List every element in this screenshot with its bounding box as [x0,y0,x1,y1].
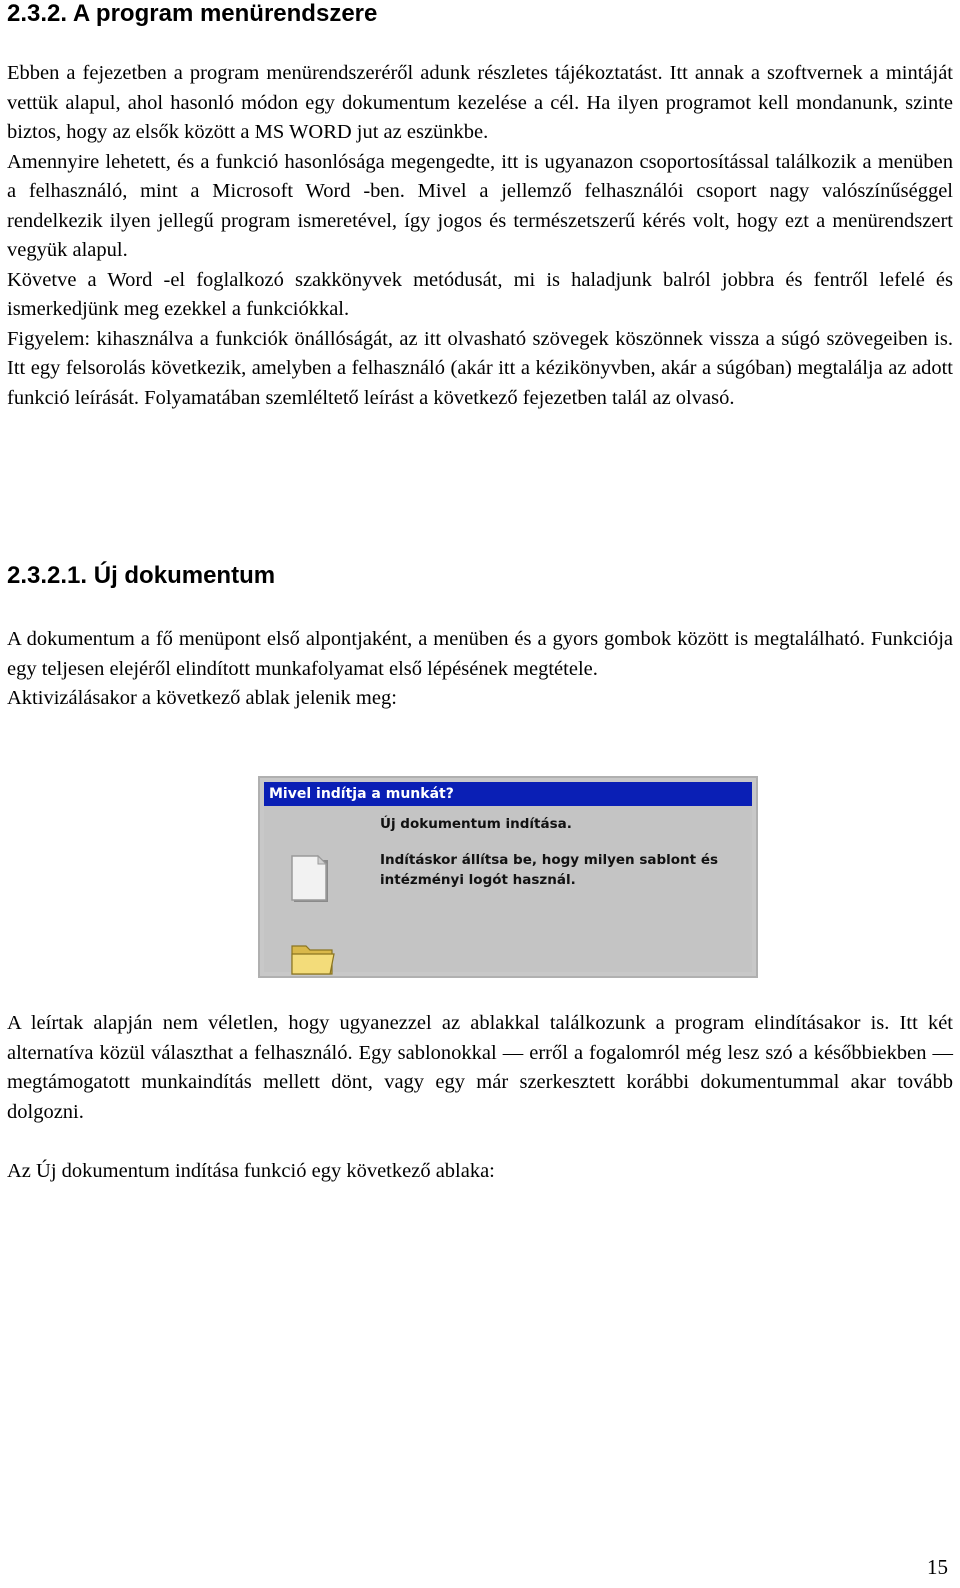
paragraph: Amennyire lehetett, és a funkció hasonlósága megengedte, itt is ugyanazon csoportosítással találkozik a menüben a felhasználó, mint a Microsoft Word -ben. Mivel a jellemző felhasználói csoport nagy valószínűséggel rendelkezik ilyen jellegű program ismeretével, így jogos és természetszerű kérés volt, hogy ezt a menürendszert vegyük alapul. [7,150,953,261]
option-description-line: Indításkor állítsa be, hogy milyen sablont és [380,852,719,868]
blank-document-icon [290,854,334,906]
paragraph: Ebben a fejezetben a program menürendszeréről adunk részletes tájékoztatást. Itt annak a szoftvernek a mintáját vettük alapul, ahol hasonló módon egy dokumentum kezelése a cél. Ha ilyen programot kell mondanunk, szinte biztos, hogy az elsők között a MS WORD jut az eszünkbe. [7,62,953,143]
paragraph: A dokumentum a fő menüpont első alpontjaként, a menüben és a gyors gombok között is megtalálható. Funkciója egy teljesen elejéről elindított munkafolyamat első lépésének megtétele. [7,628,953,680]
subsection-heading: 2.3.2.1. Új dokumentum [7,562,276,589]
section-heading: 2.3.2. A program menürendszere [7,0,378,27]
paragraph: Figyelem: kihasználva a funkciók önállóságát, az itt olvasható szövegek köszönnek vissza a súgó szövegeiben is. Itt egy felsorolás következik, amelyben a felhasználó (akár itt a kézikönyvben, akár a súgóban) megtalálja az adott funkció leírását. Folyamatában szemléltető leírást a következő fejezetben talál az olvasó. [7,327,953,409]
paragraph: Az Új dokumentum indítása funkció egy következő ablaka: [7,1160,495,1182]
folder-icon [288,938,338,978]
intro-text [7,59,953,413]
page-number: 15 [927,1555,948,1579]
after-dialog-text [7,1009,953,1127]
option-description-line: intézményi logót használ. [380,872,576,888]
final-text [7,1157,953,1187]
dialog-client-area [264,806,752,972]
option-description [380,850,718,890]
start-work-dialog-image [258,776,758,978]
paragraph: A leírtak alapján nem véletlen, hogy ugyanezzel az ablakkal találkozunk a program elindításakor is. Itt két alternatíva közül választhat a felhasználó. Egy sablonokkal — erről a fogalomról még lesz szó a későbbiekben — megtámogatott munkaindítás mellett dönt, vagy egy már szerkesztett korábbi dokumentummal akar tovább dolgozni. [7,1012,953,1123]
option-title: Új dokumentum indítása. [380,816,572,832]
subsection-text [7,625,953,714]
paragraph: Aktivizálásakor a következő ablak jelenik meg: [7,687,397,709]
dialog-title: Mivel indítja a munkát? [264,782,752,806]
paragraph: Követve a Word -el foglalkozó szakkönyvek metódusát, mi is haladjunk balról jobbra és fentről lefelé és ismerkedjünk meg ezekkel a funkciókkal. [7,268,953,320]
